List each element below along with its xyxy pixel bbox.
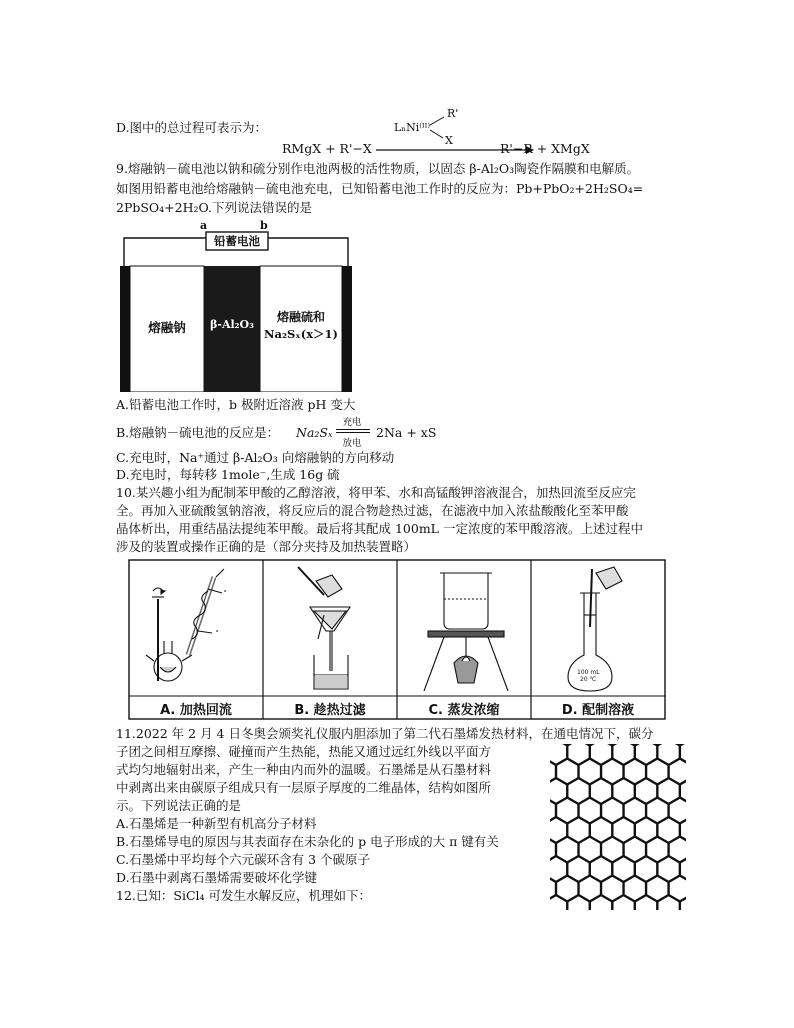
carbon-bond	[635, 817, 646, 824]
carbon-bond	[612, 876, 623, 883]
q11-option-b: B.石墨烯导电的原因与其表面存在未杂化的 p 电子形成的大 π 键有关	[116, 834, 499, 849]
q12-stem: 12.已知：SiCl₄ 可发生水解反应，机理如下：	[116, 888, 371, 903]
carbon-bond	[556, 759, 567, 766]
carbon-bond	[556, 895, 567, 902]
carbon-bond	[680, 778, 688, 785]
carbon-bond	[635, 778, 646, 785]
carbon-bond	[680, 759, 688, 766]
sodium-polysulfide-label: Na₂Sₓ(x＞1)	[263, 327, 338, 341]
carbon-bond	[548, 798, 556, 805]
carbon-bond	[579, 837, 590, 844]
q10-apparatus-table	[128, 559, 666, 720]
panel-a-caption: A. 加热回流	[160, 703, 232, 718]
carbon-bond	[657, 817, 668, 824]
carbon-bond	[669, 798, 680, 805]
carbon-bond	[579, 798, 590, 805]
carbon-bond	[635, 837, 646, 844]
carbon-bond	[669, 837, 680, 844]
carbon-bond	[612, 742, 623, 746]
q8-equation-left: RMgX + R'−X	[282, 141, 372, 156]
q11-option-a: A.石墨烯是一种新型有机高分子材料	[116, 816, 317, 831]
carbon-bond	[567, 798, 578, 805]
molten-sulfur-label: 熔融硫和	[276, 310, 325, 324]
carbon-bond	[669, 742, 680, 746]
carbon-bond	[590, 895, 601, 902]
terminal-a-label: a	[200, 219, 208, 232]
carbon-bond	[646, 759, 657, 766]
carbon-bond	[646, 778, 657, 785]
q10-stem-line-3: 晶体析出，用重结晶法提纯苯甲酸。最后将其配成 100mL 一定浓度的苯甲酸溶液。上述过程中	[116, 521, 643, 536]
carbon-bond	[624, 778, 635, 785]
q10-stem-line-2: 全。再加入亚硫酸氢钠溶液，将反应后的混合物趁热过滤，在滤液中加入浓盐酸酸化至苯甲酸	[116, 503, 629, 518]
carbon-bond	[590, 837, 601, 844]
q11-stem-line-1: 11.2022 年 2 月 4 日冬奥会颁奖礼仪服内胆添加了第二代石墨烯发热材料，在通电情况下，碳分	[116, 726, 654, 741]
carbon-bond	[567, 742, 578, 746]
carbon-bond	[548, 742, 556, 746]
carbon-bond	[657, 837, 668, 844]
carbon-bond	[548, 876, 556, 883]
carbon-bond	[635, 895, 646, 902]
carbon-bond	[680, 876, 688, 883]
carbon-bond	[669, 895, 680, 902]
molten-sodium-label: 熔融钠	[148, 320, 186, 335]
carbon-bond	[579, 876, 590, 883]
flask-temp-mark: 20 ℃	[580, 676, 597, 683]
carbon-bond	[669, 778, 680, 785]
q8-option-d: D.图中的总过程可表示为：	[116, 120, 268, 135]
carbon-bond	[612, 895, 623, 902]
carbon-bond	[548, 856, 556, 863]
battery-label: 铅蓄电池	[214, 234, 260, 248]
q10-stem-line-1: 10.某兴趣小组为配制苯甲酸的乙醇溶液，将甲苯、水和高锰酸钾溶液混合，加热回流至反应完	[116, 485, 636, 500]
carbon-bond	[590, 817, 601, 824]
carbon-bond	[548, 759, 556, 766]
carbon-bond	[556, 778, 567, 785]
panel-c-caption: C. 蒸发浓缩	[428, 703, 500, 718]
carbon-bond	[624, 895, 635, 902]
q9-option-c: C.充电时，Na⁺通过 β-Al₂O₃ 向熔融钠的方向移动	[116, 450, 395, 465]
carbon-bond	[669, 856, 680, 863]
carbon-bond	[579, 742, 590, 746]
carbon-bond	[646, 856, 657, 863]
carbon-bond	[680, 837, 688, 844]
carbon-bond	[579, 759, 590, 766]
carbon-bond	[612, 856, 623, 863]
carbon-bond	[657, 778, 668, 785]
carbon-bond	[646, 798, 657, 805]
q8-catalyst-x: X	[445, 134, 453, 147]
graphene-structure-diagram	[548, 742, 688, 912]
q9-sodium-sulfur-cell-diagram	[120, 219, 352, 392]
q11-option-c: C.石墨烯中平均每个六元碳环含有 3 个碳原子	[116, 852, 370, 867]
carbon-bond	[556, 817, 567, 824]
carbon-bond	[601, 817, 612, 824]
q11-stem-line-2: 子团之间相互摩擦、碰撞而产生热能，热能又通过远红外线以平面方	[116, 744, 492, 759]
carbon-bond	[635, 856, 646, 863]
carbon-bond	[680, 856, 688, 863]
carbon-bond	[646, 742, 657, 746]
q8-equation-right: R'−R + XMgX	[500, 141, 590, 156]
carbon-bond	[556, 856, 567, 863]
carbon-bond	[646, 876, 657, 883]
q9-option-b-discharge: 放电	[342, 438, 362, 449]
carbon-bond	[657, 895, 668, 902]
carbon-bond	[680, 742, 688, 746]
carbon-bond	[556, 837, 567, 844]
carbon-bond	[590, 856, 601, 863]
carbon-bond	[548, 817, 556, 824]
q11-option-d: D.石墨中剥离石墨烯需要破坏化学键	[116, 870, 318, 885]
carbon-bond	[567, 759, 578, 766]
panel-b-caption: B. 趁热过滤	[294, 703, 366, 718]
terminal-b-label: b	[260, 219, 268, 232]
carbon-bond	[635, 798, 646, 805]
carbon-bond	[601, 759, 612, 766]
carbon-bond	[657, 856, 668, 863]
carbon-bond	[657, 876, 668, 883]
carbon-bond	[567, 817, 578, 824]
carbon-bond	[624, 817, 635, 824]
carbon-bond	[579, 778, 590, 785]
q9-option-b-prefix: B.熔融钠－硫电池的反应是：	[116, 425, 280, 440]
carbon-bond	[624, 856, 635, 863]
carbon-bond	[556, 798, 567, 805]
carbon-bond	[669, 817, 680, 824]
carbon-bond	[590, 759, 601, 766]
carbon-bond	[680, 895, 688, 902]
carbon-bond	[548, 895, 556, 902]
carbon-bond	[657, 759, 668, 766]
carbon-bond	[590, 876, 601, 883]
q9-stem-line-2: 如图用铅蓄电池给熔融钠－硫电池充电，已知铅蓄电池工作时的反应为：Pb+PbO₂+2H₂SO₄=	[116, 181, 644, 196]
carbon-bond	[680, 798, 688, 805]
beta-alumina-label: β-Al₂O₃	[210, 318, 254, 331]
carbon-bond	[657, 742, 668, 746]
q9-option-b-reactant: Na₂Sₓ	[296, 425, 333, 440]
carbon-bond	[601, 876, 612, 883]
q9-option-b-arrow	[334, 428, 372, 434]
carbon-bond	[612, 798, 623, 805]
carbon-bond	[567, 876, 578, 883]
carbon-bond	[635, 742, 646, 746]
carbon-bond	[548, 778, 556, 785]
carbon-bond	[669, 876, 680, 883]
q11-stem-line-3: 式均匀地辐射出来，产生一种由内而外的温暖。石墨烯是从石墨材料	[116, 762, 492, 777]
carbon-bond	[635, 759, 646, 766]
carbon-bond	[579, 817, 590, 824]
carbon-bond	[657, 798, 668, 805]
carbon-bond	[612, 759, 623, 766]
q9-stem-line-3: 2PbSO₄+2H₂O.下列说法错误的是	[116, 200, 313, 215]
carbon-bond	[669, 759, 680, 766]
q8-catalyst-r: R'	[447, 107, 459, 120]
carbon-bond	[646, 817, 657, 824]
carbon-bond	[601, 742, 612, 746]
carbon-bond	[635, 876, 646, 883]
q9-option-b-product: 2Na + xS	[376, 425, 437, 440]
q10-stem-line-4: 涉及的装置或操作正确的是（部分夹持及加热装置略）	[116, 539, 417, 554]
carbon-bond	[624, 798, 635, 805]
q9-stem-line-1: 9.熔融钠－硫电池以钠和硫分别作电池两极的活性物质，以固态 β-Al₂O₃陶瓷作隔膜和电解质。	[116, 161, 640, 176]
carbon-bond	[579, 856, 590, 863]
carbon-bond	[612, 837, 623, 844]
flask-volume-mark: 100 mL	[577, 669, 600, 676]
carbon-bond	[612, 778, 623, 785]
carbon-bond	[548, 837, 556, 844]
q9-option-d: D.充电时，每转移 1mole⁻,生成 16g 硫	[116, 467, 340, 482]
carbon-bond	[590, 778, 601, 785]
carbon-bond	[567, 856, 578, 863]
carbon-bond	[624, 759, 635, 766]
carbon-bond	[601, 837, 612, 844]
panel-d-caption: D. 配制溶液	[561, 703, 635, 718]
carbon-bond	[590, 798, 601, 805]
carbon-bond	[567, 895, 578, 902]
q11-stem-line-4: 中剥离出来由碳原子组成只有一层原子厚度的二维晶体，结构如图所	[116, 780, 492, 795]
carbon-bond	[680, 817, 688, 824]
q8-catalyst: LₙNi⁽ᴵᴵ⁾	[394, 121, 431, 134]
carbon-bond	[567, 837, 578, 844]
q8-reaction-arrow	[0, 0, 794, 170]
carbon-bond	[646, 895, 657, 902]
carbon-bond	[601, 895, 612, 902]
q9-option-b-charge: 充电	[342, 417, 362, 428]
carbon-bond	[567, 778, 578, 785]
carbon-bond	[646, 837, 657, 844]
carbon-bond	[601, 856, 612, 863]
carbon-bond	[624, 837, 635, 844]
carbon-bond	[579, 895, 590, 902]
q9-option-a: A.铅蓄电池工作时，b 极附近溶液 pH 变大	[116, 397, 356, 412]
q11-stem-line-5: 示。下列说法正确的是	[116, 798, 242, 813]
carbon-bond	[601, 798, 612, 805]
carbon-bond	[624, 742, 635, 746]
carbon-bond	[556, 742, 567, 746]
carbon-bond	[612, 817, 623, 824]
carbon-bond	[624, 876, 635, 883]
carbon-bond	[556, 876, 567, 883]
carbon-bond	[590, 742, 601, 746]
carbon-bond	[601, 778, 612, 785]
